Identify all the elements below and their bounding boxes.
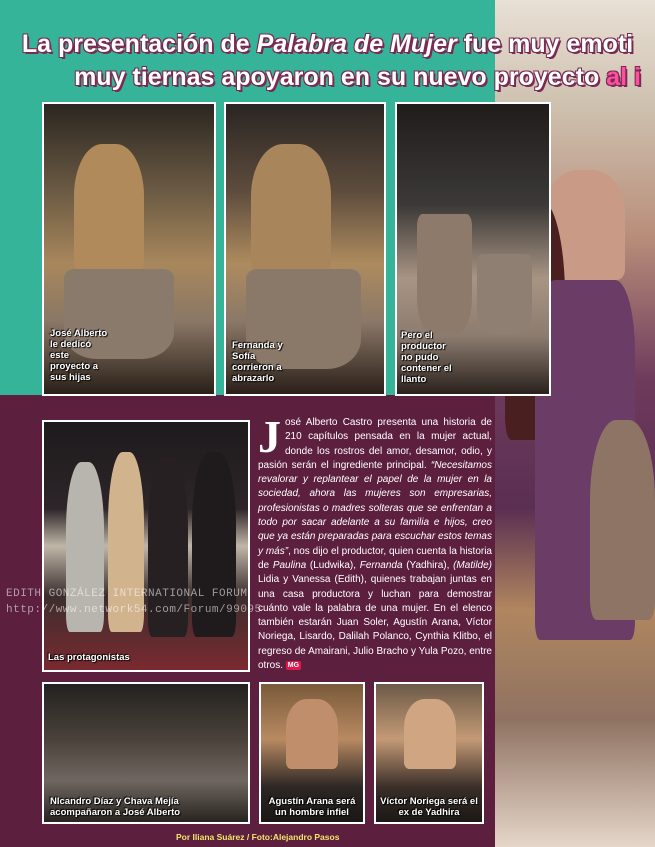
photo-protagonists	[42, 420, 250, 672]
skirt-shape-2	[477, 254, 532, 334]
skirt-shape	[417, 214, 472, 334]
photo-hug-2	[224, 102, 386, 396]
caption-photo1: José Alberto le dedicó este proyecto a sus hijas	[50, 328, 108, 383]
girl-hair-shape	[251, 144, 331, 274]
girl-hair-shape	[74, 144, 144, 274]
article-text: José Alberto Castro presenta una historia de 210 capítulos pensada en la mujer actual, donde los rostros del amor, desamor, odio, y pasión serán el ingrediente principal. “Necesitamos revalorar y replantear el papel de la mujer en la sociedad, ahora las mujeres son empresarias, profesionistas o madres solteras que se enfrentan a todo por sacar adelante a su familia e hijos, creo que ya están preparadas para escuchar estos temas y más”, nos dijo el productor, quien cuenta la historia de Paulina (Ludwika), Fernanda (Yadhira), (Matilde) Lidia y Vanessa (Edith), quienes trabajan juntas en una casa productora y luchan para demostrar cuánto vale la palabra de una mujer. En el elenco también estarán Juan Soler, Agustín Arana, Víctor Noriega, Lisardo, Dalilah Polanco, Cynthia Klitbo, el regreso de Amairani, Julio Bracho y Yula Pozo, entre otros. MG	[258, 411, 492, 672]
headline: La presentación de Palabra de Mujer fue muy emoti muy tiernas apoyaron en su nuevo proyecto al i	[21, 30, 641, 91]
photo-credit: Por Iliana Suárez / Foto:Alejandro Pasos	[176, 832, 340, 842]
girl-skirt-shape	[590, 420, 655, 620]
face-shape	[286, 699, 338, 769]
caption-photo3: Pero el productor no pudo contener el llanto	[401, 330, 452, 385]
photo-agustin-arana	[259, 682, 365, 824]
photo-producer	[395, 102, 551, 396]
caption-men: NIcandro Díaz y Chava Mejía acompañaron a José Alberto	[50, 796, 181, 818]
face-shape	[404, 699, 456, 769]
photo-hug-1	[42, 102, 216, 396]
mg-logo-badge: MG	[287, 661, 300, 669]
photo-men	[42, 682, 250, 824]
watermark-url: http://www.network54.com/Forum/99095	[6, 604, 262, 616]
caption-photo2: Fernanda y Sofía corrieron a abrazarlo	[232, 340, 283, 384]
dropcap: J	[258, 411, 281, 462]
photo-victor-noriega	[374, 682, 484, 824]
watermark-title: EDITH GONZÁLEZ INTERNATIONAL FORUM	[6, 588, 248, 600]
caption-protagonists: Las protagonistas	[48, 652, 130, 663]
caption-victor: Víctor Noriega será el ex de Yadhira	[380, 796, 478, 818]
caption-agustin: Agustín Arana será un hombre infiel	[268, 796, 356, 818]
